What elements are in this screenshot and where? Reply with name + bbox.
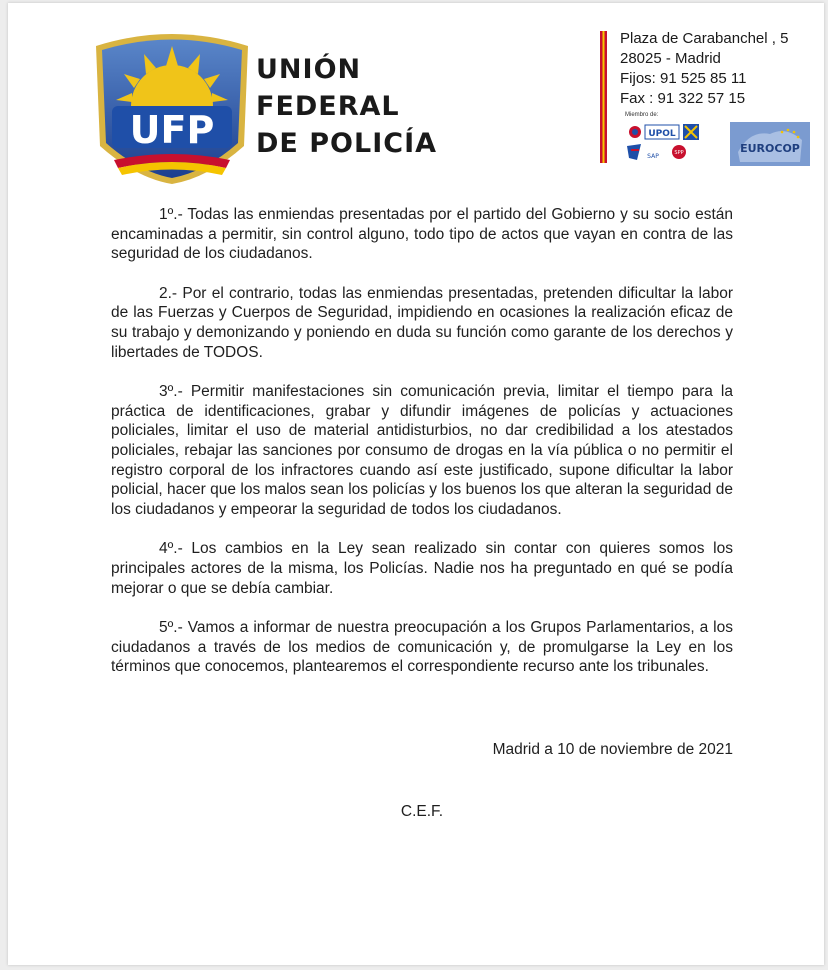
member-label: Miembro de: [625,112,659,118]
organization-name [256,51,437,162]
affiliation-logos-icon [623,120,703,164]
upol-logo-text: UPOL [648,129,676,139]
eurocop-logo [730,122,810,166]
sap-logo-text: SAP [647,153,659,160]
paragraph-4: 4º.- Los cambios en la Ley sean realizado sin contar con quieres somos los principales actores de la misma, los Policías. Nadie nos ha preguntado en qué se podía mejorar o que se debía cambiar. [111,540,733,597]
phone-number: Fijos: 91 525 85 11 [620,70,747,87]
ufp-logo [86,28,258,186]
eurocop-logo-text: EUROCOP [740,142,800,155]
fax-number: Fax : 91 322 57 15 [620,90,746,107]
signature: C.E.F. [400,803,444,820]
letter-body [111,205,733,697]
letter-date: Madrid a 10 de noviembre de 2021 [492,741,733,758]
org-name-line-2: FEDERAL [256,91,400,122]
spp-logo-text: SPP [674,150,684,156]
org-name-line-3: DE POLICÍA [256,128,438,159]
address-line-2: 28025 - Madrid [620,50,721,67]
spanish-flag-bar [600,31,607,163]
paragraph-1: 1º.- Todas las enmiendas presentadas por el partido del Gobierno y su socio están encaminadas a permitir, sin control alguno, todo tipo de actos que vayan en contra de las seguridad de los ciudadanos. [111,206,733,263]
ufp-logo-text: UFP [129,108,215,152]
paragraph-2: 2.- Por el contrario, todas las enmiendas presentadas, pretenden dificultar la labor de las Fuerzas y Cuerpos de Seguridad, impidiendo en ocasiones la realización eficaz de su trabajo y demonizando y poniendo en duda su función como garante de los derechos y libertades de TODOS. [111,284,733,361]
contact-block [620,29,788,109]
address-line-1: Plaza de Carabanchel , 5 [620,30,789,47]
paragraph-5: 5º.- Vamos a informar de nuestra preocupación a los Grupos Parlamentarios, a los ciudadanos a través de los medios de comunicación y, de promulgarse la Ley en los términos que conocemos, plantearemos el correspondiente recurso ante los tribunales. [111,619,733,676]
org-name-line-1: UNIÓN [256,54,362,85]
paragraph-3: 3º.- Permitir manifestaciones sin comunicación previa, limitar el tiempo para la práctica de identificaciones, grabar y difundir imágenes de policías y actuaciones policiales, limitar el uso de material antidisturbios, no dar credibilidad a los atestados policiales, rebajar las sanciones por consumo de drogas en la vía pública o no permitir el registro corporal de los infractores cuando así este justificado, supone dificultar la labor policial, hacer que los malos sean los policías y los buenos los que alteran la seguridad de los ciudadanos y empeorar la seguridad de todos los ciudadanos. [111,383,733,518]
document-page [8,3,824,965]
